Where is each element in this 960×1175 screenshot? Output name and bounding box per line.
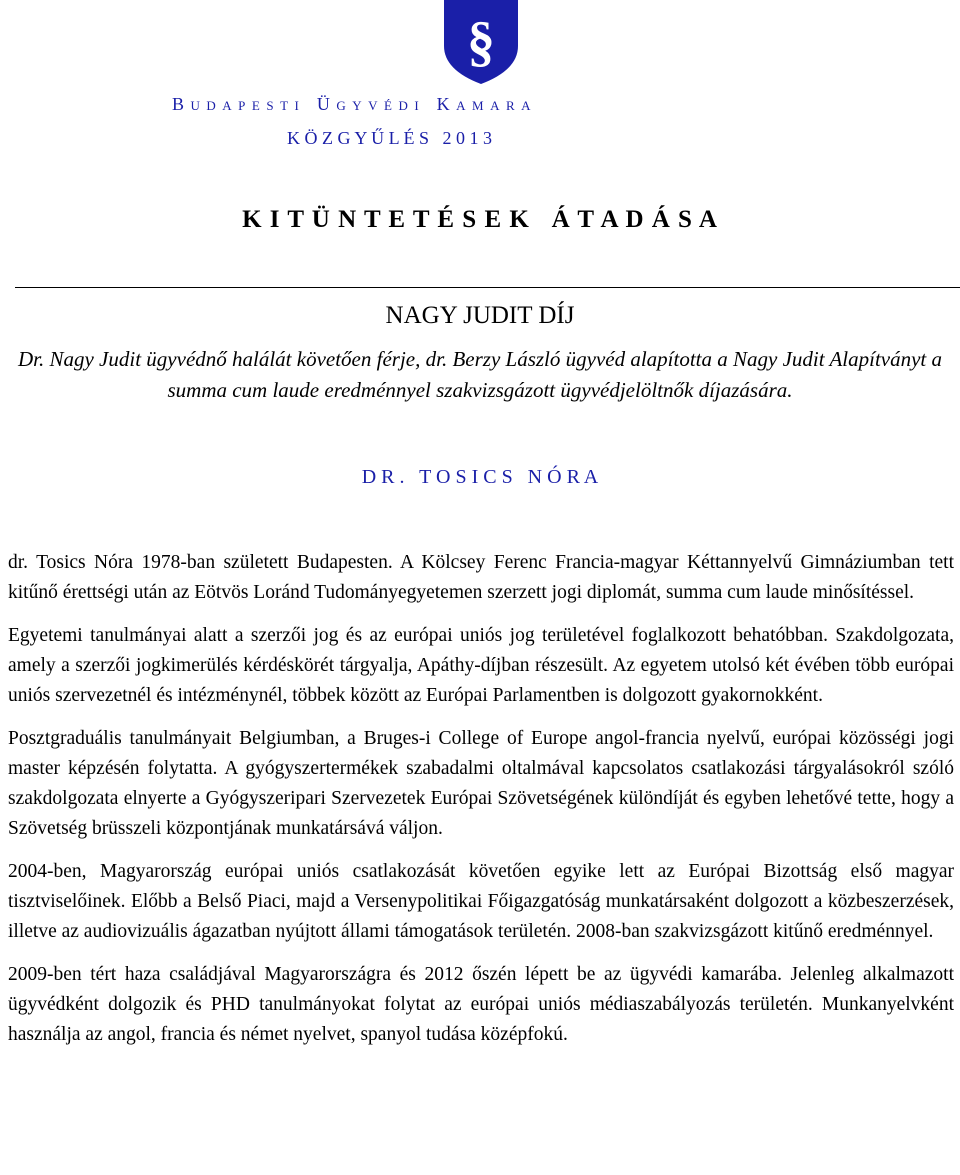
org-name-segment-1: B u d a p e s t i [172, 94, 299, 114]
bio-paragraph: 2009-ben tért haza családjával Magyarországra és 2012 őszén lépett be az ügyvédi kamarába. Jelenleg alkalmazott ügyvédként dolgozik és PHD tanulmányokat folytat az európai uniós médiaszabályozás területén. Munkanyelvként használja az angol, francia és német nyelvet, spanyol tudása középfokú. [8, 964, 954, 1045]
document-heading: K I T Ü N T E T É S E K Á T A D Á S A [242, 206, 718, 233]
svg-text:§: § [467, 11, 495, 73]
person-name: D R . T O S I C S N Ó R A [361, 466, 599, 488]
org-name-segment-3: K a m a r a [436, 94, 531, 114]
biography [8, 548, 954, 1063]
bio-paragraph: Egyetemi tanulmányai alatt a szerzői jog és az európai uniós jog területével foglalkozott behatóbban. Szakdolgozata, amely a szerzői jogkimerülés kérdéskörét tárgyalja, Apáthy-díjban részesült. Az egyetem utolsó két évében több európai uniós szervezetnél és intézménynél, többek között az Európai Parlamentben is dolgozott gyakornokként. [8, 625, 954, 706]
bio-paragraph: dr. Tosics Nóra 1978-ban született Budapesten. A Kölcsey Ferenc Francia-magyar Kéttannyelvű Gimnáziumban tett kitűnő érettségi után az Eötvös Loránd Tudományegyetemen szerzett jogi diplomát, summa cum laude minősítéssel. [8, 552, 954, 603]
bio-paragraph: 2004-ben, Magyarország európai uniós csatlakozását követően egyike lett az Európai Bizottság első magyar tisztviselőinek. Előbb a Belső Piaci, majd a Versenypolitikai Főigazgatóság munkatársaként dolgozott a közbeszerzések, illetve az audiovizuális ágazatban nyújtott állami támogatások területén. 2008-ban szakvizsgázott kitűnő eredménnyel. [8, 861, 954, 942]
award-title: NAGY JUDIT DÍJ [385, 302, 575, 329]
assembly-subtitle: K Ö Z G Y Ű L É S 2 0 1 3 [287, 128, 492, 148]
horizontal-divider [15, 287, 960, 288]
org-name-segment-2: Ü g y v é d i [316, 94, 419, 114]
org-name [172, 94, 792, 115]
award-description: Dr. Nagy Judit ügyvédnő halálát követően férje, dr. Berzy László ügyvéd alapította a Nagy Judit Alapítványt a summa cum laude eredménnyel szakvizsgázott ügyvédjelöltnők díjazására. [17, 347, 943, 402]
paragraph-shield-icon [442, 0, 520, 84]
bio-paragraph: Posztgraduális tanulmányait Belgiumban, a Bruges-i College of Europe angol-francia nyelvű, európai közösségi jogi master képzésén folytatta. A gyógyszertermékek szabadalmi oltalmával kapcsolatos csatlakozási tárgyalásokról szóló szakdolgozata elnyerte a Gyógyszeripari Szervezetek Európai Szövetségének különdíját és egyben lehetővé tette, hogy a Szövetség brüsszeli központjának munkatársává váljon. [8, 728, 954, 839]
